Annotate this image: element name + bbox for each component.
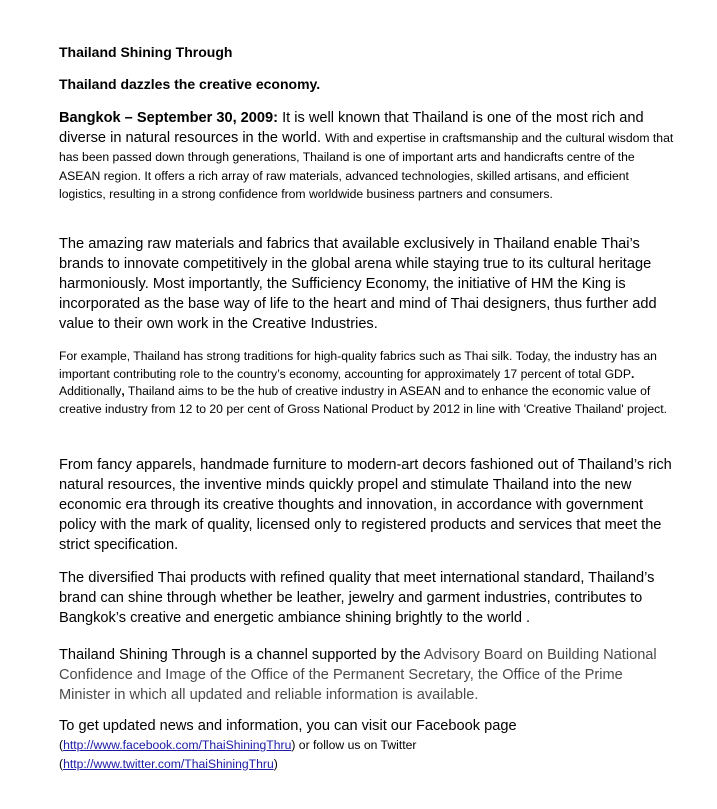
example-text-b: Additionally	[59, 384, 122, 398]
follow-lead-text: To get updated news and information, you can visit our Facebook page	[59, 718, 517, 734]
document-subtitle: Thailand dazzles the creative economy.	[59, 76, 321, 92]
paragraph-fancy-apparels: From fancy apparels, handmade furniture to modern-art decors fashioned out of Thailand’s rich natural resources, the inventive minds quickly propel and stimulate Thailand into the new economic era through its creative thoughts and innovation, in accordance with government policy with the mark of quality, licensed only to registered products and services that meet the strict specification.	[59, 457, 672, 553]
facebook-link[interactable]: http://www.facebook.com/ThaiShiningThru	[63, 738, 292, 752]
intro-rest-text: With and expertise in craftsmanship and the cultural wisdom that has been passed down through generations, Thailand is one of important arts and handicrafts centre of the ASEAN region. It offers a rich array of raw materials, advanced technologies, skilled artisans, and efficient logistics, resulting in a strong confidence from worldwide business partners and consumers.	[59, 131, 674, 201]
intro-lead-text: It is well known that Thailand is one of the most rich and diverse in natural resources in the world.	[59, 110, 644, 146]
paragraph-diversified-products: The diversified Thai products with refined quality that meet international standard, Thailand’s brand can shine through whether be leather, jewelry and garment industries, contributes to Bangkok’s creative and energetic ambiance shining brightly to the world .	[59, 570, 655, 626]
dateline: Bangkok – September 30, 2009:	[59, 110, 279, 126]
paragraph-follow-us	[59, 716, 675, 773]
twitter-intro-text: ) or follow us on Twitter	[291, 738, 417, 752]
paragraph-intro	[59, 108, 675, 204]
paragraph-example	[59, 348, 675, 418]
advisory-board-text: Advisory Board on Building National Confidence and Image of the Office of the Permanent Secretary, the Office of the Prime Minister in which all updated and reliable information is available.	[59, 647, 657, 703]
example-text-a: For example, Thailand has strong traditions for high-quality fabrics such as Thai silk. Today, the industry has an important contributing role to the country’s economy, accounting for approximately 17 percent of total GDP	[59, 349, 657, 381]
example-comma: ,	[121, 384, 125, 398]
facebook-open-paren: (	[59, 738, 64, 752]
channel-lead-text: Thailand Shining Through is a channel supported by the	[59, 647, 424, 663]
twitter-open-paren: (	[59, 756, 64, 771]
document-title: Thailand Shining Through	[59, 44, 233, 60]
paragraph-raw-materials: The amazing raw materials and fabrics that available exclusively in Thailand enable Thai’s brands to innovate competitively in the global arena while staying true to its cultural heritage harmoniously. Most importantly, the Sufficiency Economy, the initiative of HM the King is incorporated as the base way of life to the heart and mind of Thai designers, thus further add value to their own work in the Creative Industries.	[59, 236, 657, 332]
example-text-c: Thailand aims to be the hub of creative industry in ASEAN and to enhance the economic value of creative industry from 12 to 20 per cent of Gross National Product by 2012 in line with 'Creative Thailand' project.	[59, 384, 668, 416]
paragraph-channel-support	[59, 645, 675, 705]
twitter-close-paren: )	[273, 756, 278, 771]
example-period: .	[630, 366, 635, 381]
twitter-link[interactable]: http://www.twitter.com/ThaiShiningThru	[63, 756, 274, 771]
